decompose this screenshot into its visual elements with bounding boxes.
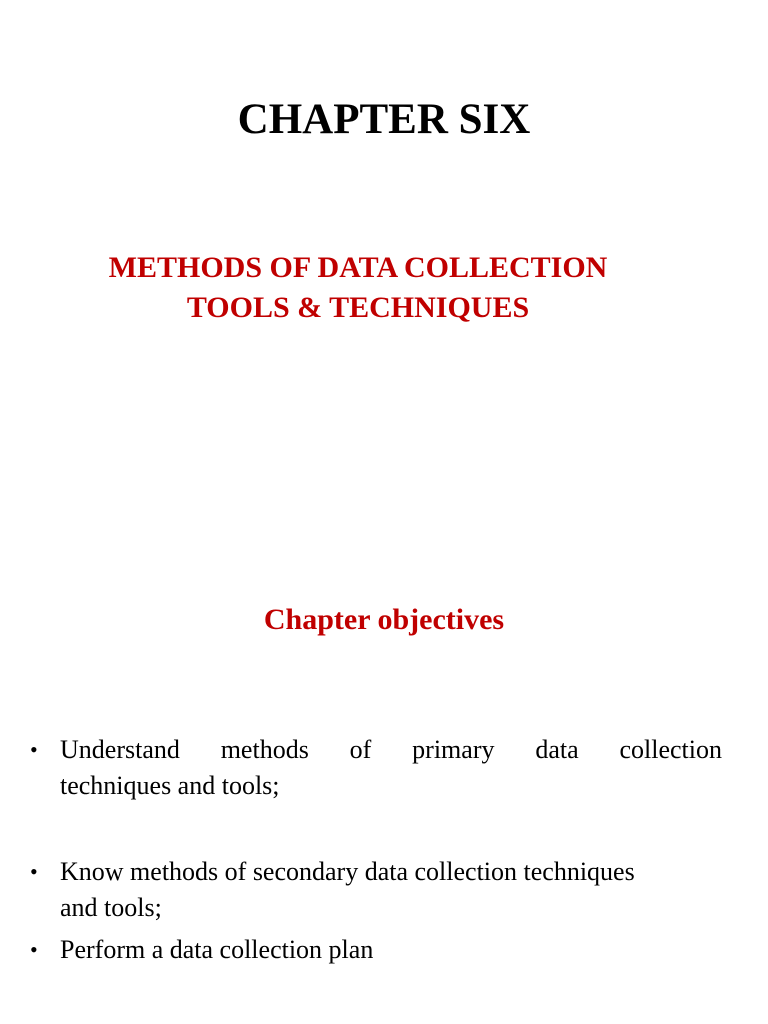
objective-text: [60, 932, 722, 968]
objectives-list: [30, 732, 722, 968]
subtitle-line-2: TOOLS & TECHNIQUES: [186, 291, 530, 324]
list-item: [30, 854, 722, 926]
list-item: [30, 732, 722, 804]
bullet-icon: •: [30, 859, 38, 884]
subtitle-line-1: METHODS OF DATA COLLECTION: [108, 251, 608, 284]
chapter-title: CHAPTER SIX: [237, 96, 531, 143]
objective-line: Perform a data collection plan: [60, 935, 374, 964]
objective-line: Understand methods of primary data collection: [60, 735, 722, 764]
bullet-icon: •: [30, 937, 38, 962]
chapter-subtitle: [40, 248, 676, 328]
list-item: [30, 932, 722, 968]
objectives-heading: Chapter objectives: [263, 603, 505, 636]
objective-line: techniques and tools;: [60, 771, 280, 800]
objective-line: and tools;: [60, 893, 162, 922]
objective-text: [60, 732, 722, 804]
bullet-icon: •: [30, 737, 38, 762]
objective-line: Know methods of secondary data collection techniques: [60, 857, 635, 886]
objective-text: [60, 854, 722, 926]
